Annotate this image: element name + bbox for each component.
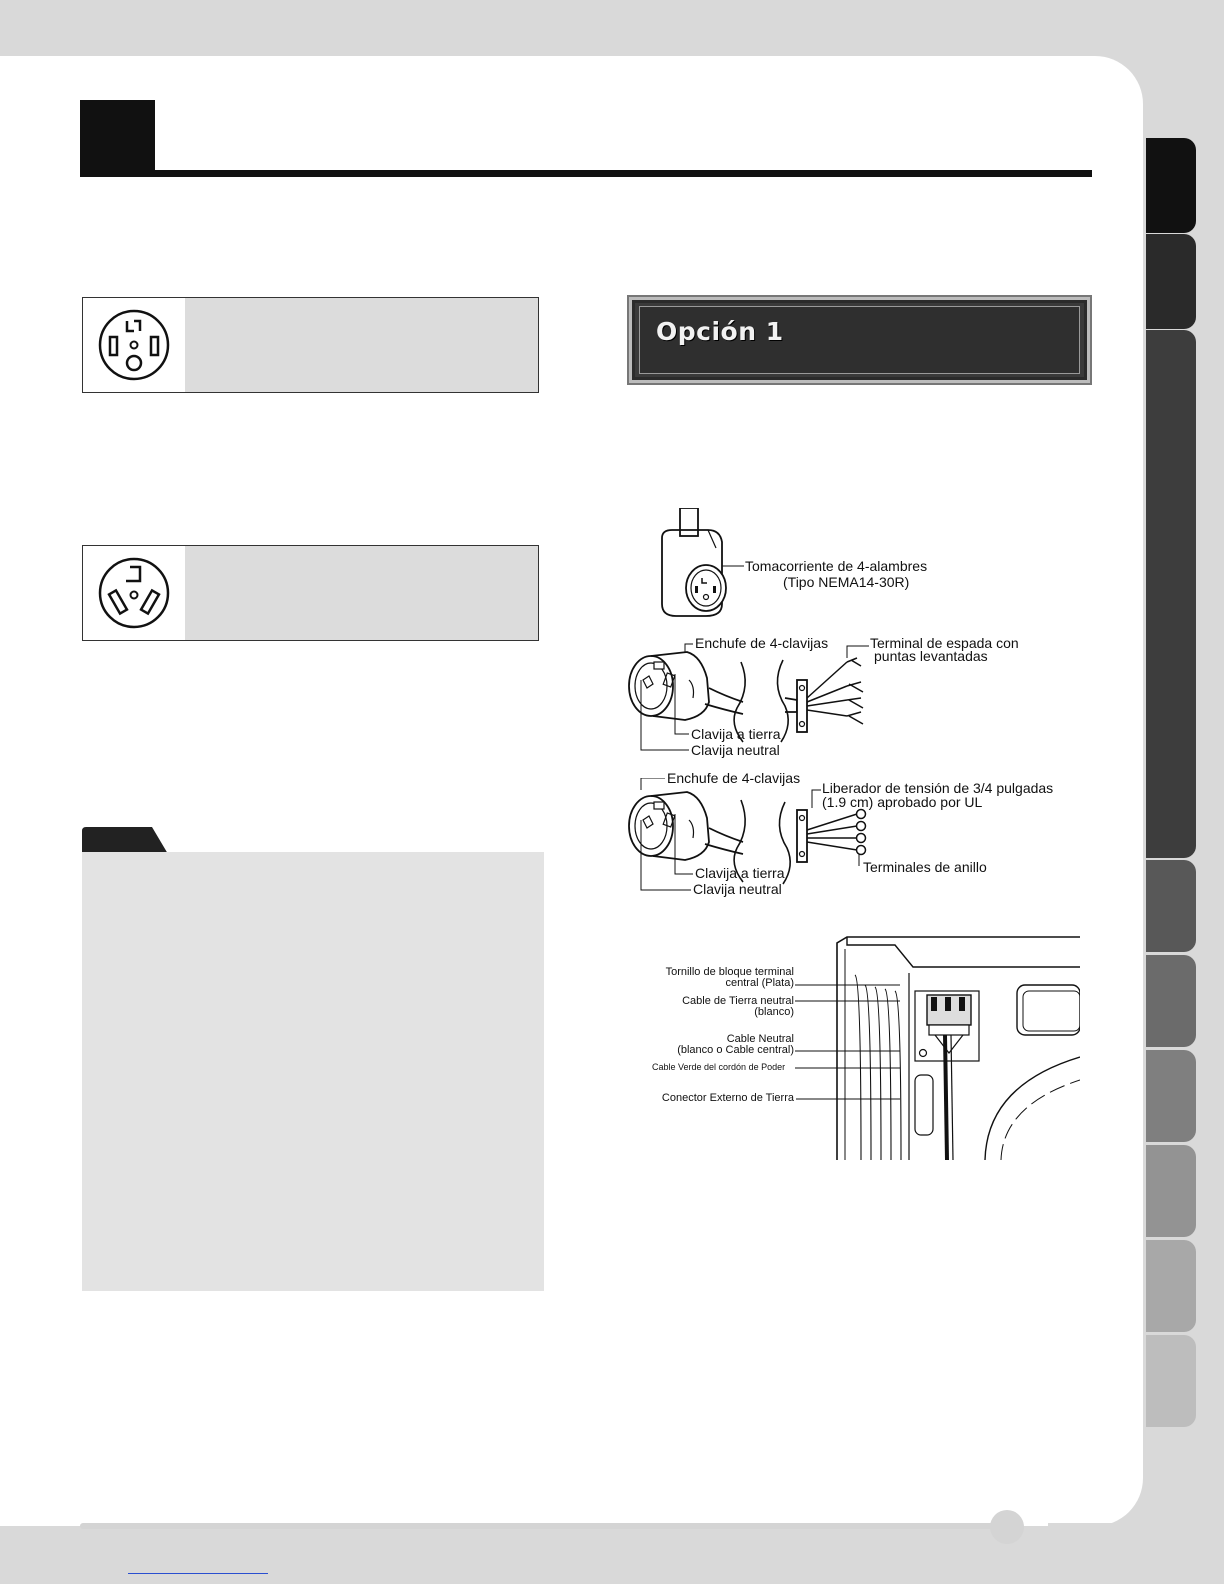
neutral-wire-label-2: (blanco o Cable central): [677, 1044, 794, 1056]
note-panel: [82, 852, 544, 1291]
plug-ring-diagram: [625, 770, 1075, 913]
ground-pin-label: Clavija a tierra: [691, 726, 781, 742]
ring-terminals-label: Terminales de anillo: [863, 859, 987, 875]
receptacle-diagram: [650, 508, 1070, 623]
terminal-screw-label-2: central (Plata): [725, 977, 794, 989]
receptacle-label-2: (Tipo NEMA14-30R): [783, 574, 910, 590]
strain-relief-label-1: Liberador de tensión de 3/4 pulgadas: [822, 780, 1054, 796]
terminal-block-diagram: [650, 935, 1080, 1160]
outlet-icon-cell: [83, 298, 185, 392]
option-banner: [627, 295, 1092, 385]
section-number-block: [80, 100, 155, 176]
spade-terminal-label-1: Terminal de espada con: [870, 635, 1019, 651]
footer-link-underline[interactable]: [128, 1573, 268, 1574]
receptacle-illustration: [650, 508, 750, 623]
side-tab-6[interactable]: [1146, 1050, 1196, 1142]
four-wire-outlet-icon: [96, 307, 172, 383]
green-wire-label: Cable Verde del cordón de Poder: [652, 1062, 786, 1072]
neutral-wire-label-1: Cable Neutral: [726, 1033, 794, 1045]
side-tab-7[interactable]: [1146, 1145, 1196, 1237]
note-tab: [82, 827, 168, 854]
page-number-circle: [990, 1510, 1024, 1544]
corner-strip: [1048, 1523, 1224, 1584]
terminal-screw-label-1: Tornillo de bloque terminal: [665, 966, 794, 978]
option-title: Opción 1: [656, 317, 784, 346]
plug-spade-label: Enchufe de 4-clavijas: [695, 635, 829, 651]
side-tab-5[interactable]: [1146, 955, 1196, 1047]
side-tab-3[interactable]: [1146, 330, 1196, 858]
footer-rule: [80, 1523, 1000, 1529]
side-tab-4[interactable]: [1146, 860, 1196, 952]
ground-neutral-label-1: Cable de Tierra neutral: [682, 995, 794, 1007]
side-tab-8[interactable]: [1146, 1240, 1196, 1332]
outlet-box-3-wire: [82, 545, 539, 641]
outlet-icon-cell: [83, 546, 185, 640]
outlet-box-4-wire: [82, 297, 539, 393]
plug-ring-label: Enchufe de 4-clavijas: [667, 770, 801, 786]
receptacle-label-1: Tomacorriente de 4-alambres: [745, 558, 928, 574]
neutral-pin-label: Clavija neutral: [693, 881, 782, 897]
strain-relief-label-2: (1.9 cm) aprobado por UL: [822, 794, 983, 810]
three-wire-outlet-icon: [96, 555, 172, 631]
neutral-pin-label: Clavija neutral: [691, 742, 780, 758]
header-rule: [80, 170, 1092, 177]
option-banner-inner: [639, 306, 1080, 374]
plug-spade-diagram: [625, 635, 1075, 770]
ground-neutral-label-2: (blanco): [754, 1006, 794, 1018]
side-tab-2[interactable]: [1146, 234, 1196, 329]
external-ground-label: Conector Externo de Tierra: [661, 1092, 794, 1104]
side-tab-1[interactable]: [1146, 138, 1196, 233]
ground-pin-label: Clavija a tierra: [695, 865, 785, 881]
side-tab-9[interactable]: [1146, 1335, 1196, 1427]
spade-terminal-label-2: puntas levantadas: [874, 648, 988, 664]
